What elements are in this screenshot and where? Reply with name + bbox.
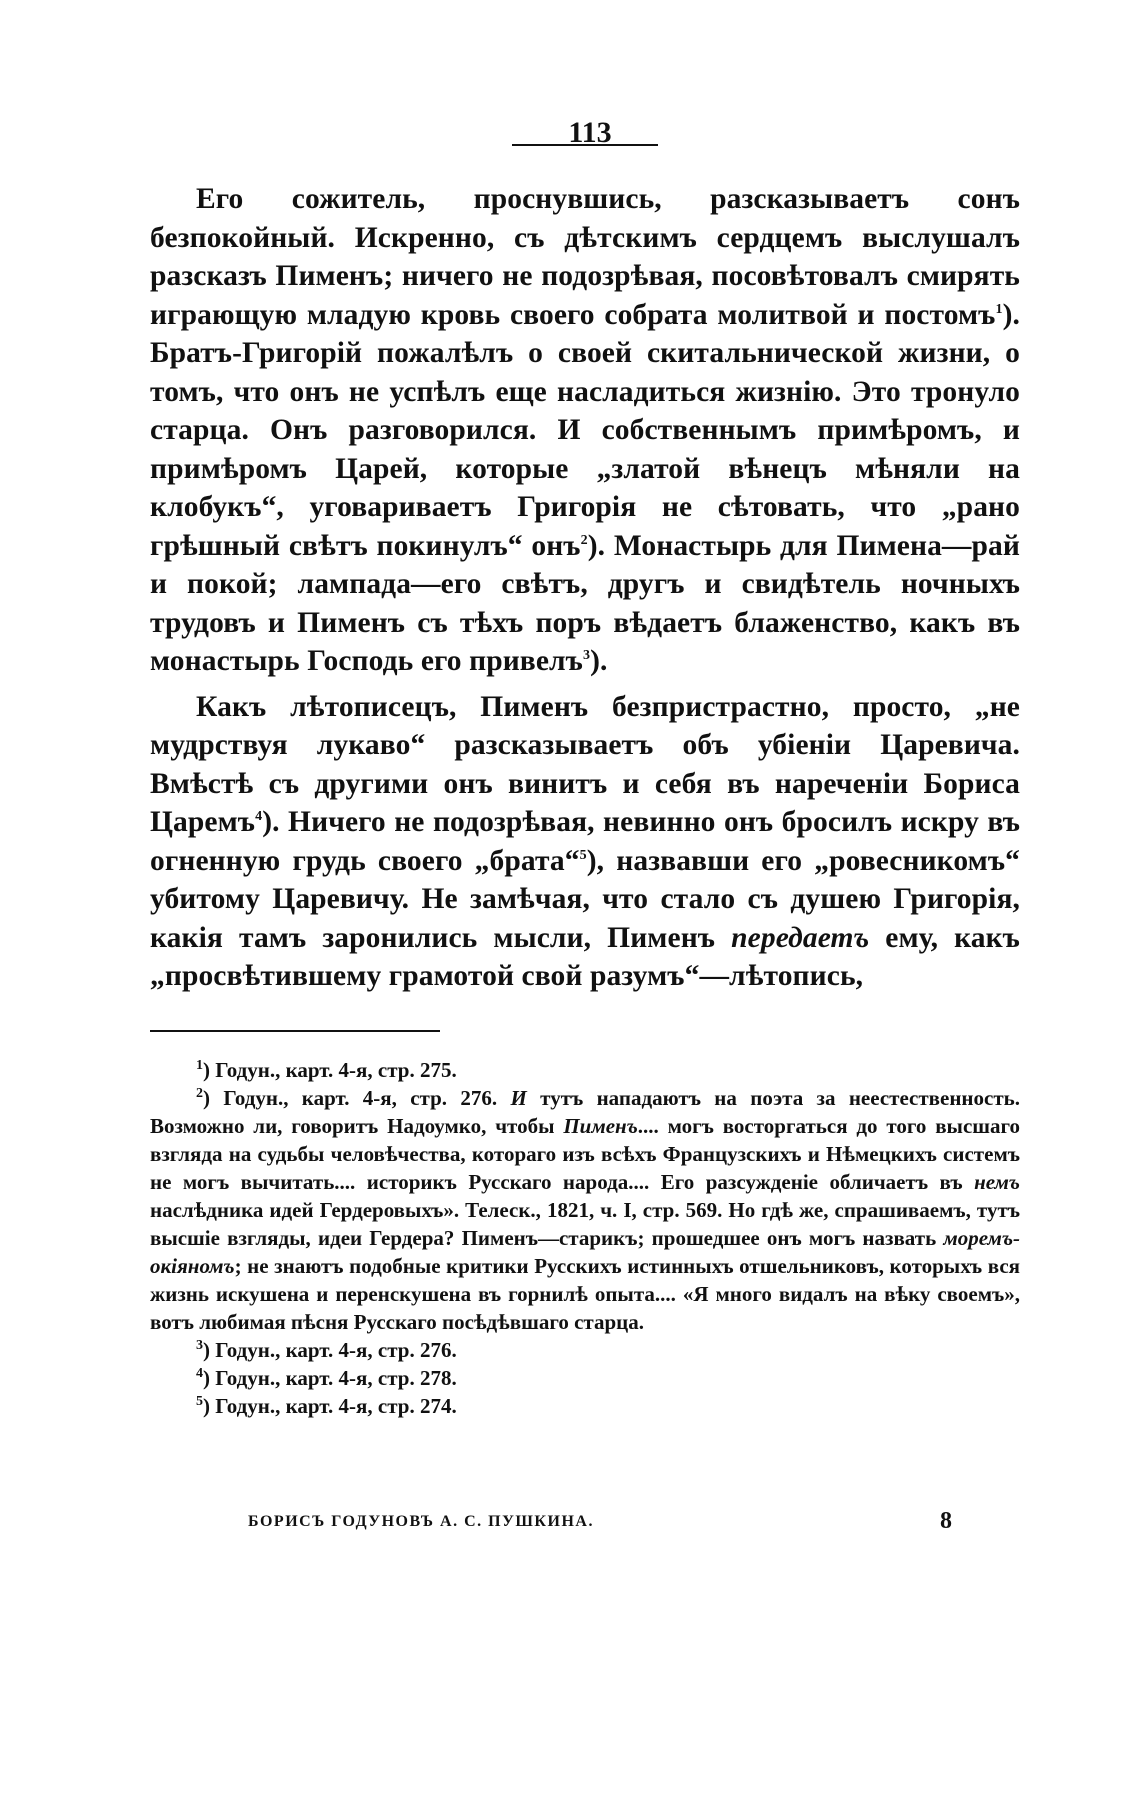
footnote-5 [150, 1392, 1020, 1420]
italic-word: немъ [974, 1170, 1021, 1194]
paragraph-text: ). Ничего не подозрѣвая, невинно онъ бросилъ искру въ огненную грудь своего „брата“ [150, 806, 1020, 877]
footnote-separator [150, 1030, 440, 1032]
paragraph-text: ). Братъ-Григорій пожалѣлъ о своей скитальнической жизни, о томъ, что онъ не успѣлъ еще насладиться жизнію. Это тронуло старца. Онъ разговорился. И собственнымъ примѣромъ, и примѣромъ Царей, которые „златой вѣнецъ мѣняли на клобукъ“, уговариваетъ Григорія не сѣтовать, что „рано грѣшный свѣтъ покинулъ“ онъ [150, 298, 1020, 562]
footnote-ref: 1 [995, 301, 1003, 317]
italic-word: И [510, 1086, 527, 1110]
paragraph-text: ему, какъ „просвѣтившему грамотой свой разумъ“—лѣтопись, [150, 921, 1020, 992]
footnote-text: ) Годун., карт. 4-я, стр. 274. [203, 1394, 457, 1418]
page-number: 113 [568, 116, 612, 149]
footnote-text: наслѣдника идей Гердеровыхъ». Телеск., 1821, ч. I, стр. 569. Но гдѣ же, спрашиваемъ, тутъ высшіе взгляды, идеи Гердера? Пименъ—старикъ; прошедшее онъ могъ назвать [150, 1198, 1020, 1250]
footnote-2 [150, 1084, 1020, 1336]
paragraph-2 [150, 688, 1020, 996]
footnote-mark: 1 [196, 1058, 203, 1073]
footnote-3 [150, 1336, 1020, 1364]
signature-number: 8 [940, 1508, 952, 1534]
page-number-rule [512, 144, 658, 146]
paragraph-text: Его сожитель, проснувшись, разсказываетъ сонъ безпокойный. Искренно, съ дѣтскимъ сердцемъ выслушалъ разсказъ Пименъ; ничего не подозрѣвая, посовѣтовалъ смирять играющую младую кровь своего собрата молитвой и постомъ [150, 183, 1020, 331]
footnote-ref: 4 [255, 809, 263, 825]
italic-word: моремъ-окіяномъ [150, 1226, 1021, 1278]
footnote-mark: 4 [196, 1366, 203, 1381]
footnote-mark: 2 [196, 1086, 203, 1101]
italic-word: Пименъ [563, 1114, 638, 1138]
footnote-text: ; не знаютъ подобные критики Русскихъ истинныхъ отшельниковъ, которыхъ вся жизнь искушена и перенскушена въ горнилѣ опыта.... «Я много видалъ на вѣку своемъ», вотъ любимая пѣсня Русскаго посѣдѣвшаго старца. [150, 1254, 1020, 1334]
footnote-text: ) Годун., карт. 4-я, стр. 275. [203, 1058, 457, 1082]
footnote-ref: 3 [582, 648, 591, 664]
footnote-text: ) Годун., карт. 4-я, стр. 276. [203, 1086, 498, 1110]
footnote-ref: 2 [580, 532, 588, 548]
main-text [150, 180, 1020, 996]
footnotes [150, 1056, 1020, 1420]
footnote-text: тутъ нападаютъ на поэта за неестественность. Возможно ли, говоритъ Надоумко, чтобы [150, 1086, 1021, 1138]
paragraph-1 [150, 180, 1020, 681]
footnote-mark: 5 [196, 1394, 203, 1409]
footnote-text: ) Годун., карт. 4-я, стр. 276. [203, 1338, 457, 1362]
paragraph-text: ). [590, 645, 608, 677]
footnote-mark: 3 [196, 1338, 203, 1353]
signature-line: БОРИСЪ ГОДУНОВЪ А. С. ПУШКИНА. [248, 1513, 594, 1530]
footnote-text: .... могъ восторгаться до того высшаго взгляда на судьбы человѣчества, котораго изъ всѣхъ Французскихъ и Нѣмецкихъ системъ не могъ вычитать.... историкъ Русскаго народа.... Его разсужденіе обличаетъ въ [150, 1114, 1021, 1194]
footnote-text: ) Годун., карт. 4-я, стр. 278. [203, 1366, 457, 1390]
footnote-ref: 5 [579, 847, 587, 863]
italic-word: передаетъ [731, 921, 870, 954]
footnote-4 [150, 1364, 1020, 1392]
footnote-1 [150, 1056, 1020, 1084]
paragraph-text: Какъ лѣтописецъ, Пименъ безпристрастно, просто, „не мудрствуя лукаво“ разсказываетъ объ убіеніи Царевича. Вмѣстѣ съ другими онъ винитъ и себя въ нареченіи Бориса Царемъ [150, 690, 1020, 838]
paragraph-text: ), назвавши его „ровесникомъ“ убитому Царевичу. Не замѣчая, что стало съ душею Григорія, какія тамъ заронились мысли, Пименъ [150, 844, 1021, 954]
paragraph-text: ). Монастырь для Пимена—рай и покой; лампада—его свѣтъ, другъ и свидѣтель ночныхъ трудовъ и Пименъ съ тѣхъ поръ вѣдаетъ блаженство, какъ въ монастырь Господь его привелъ [150, 529, 1020, 677]
